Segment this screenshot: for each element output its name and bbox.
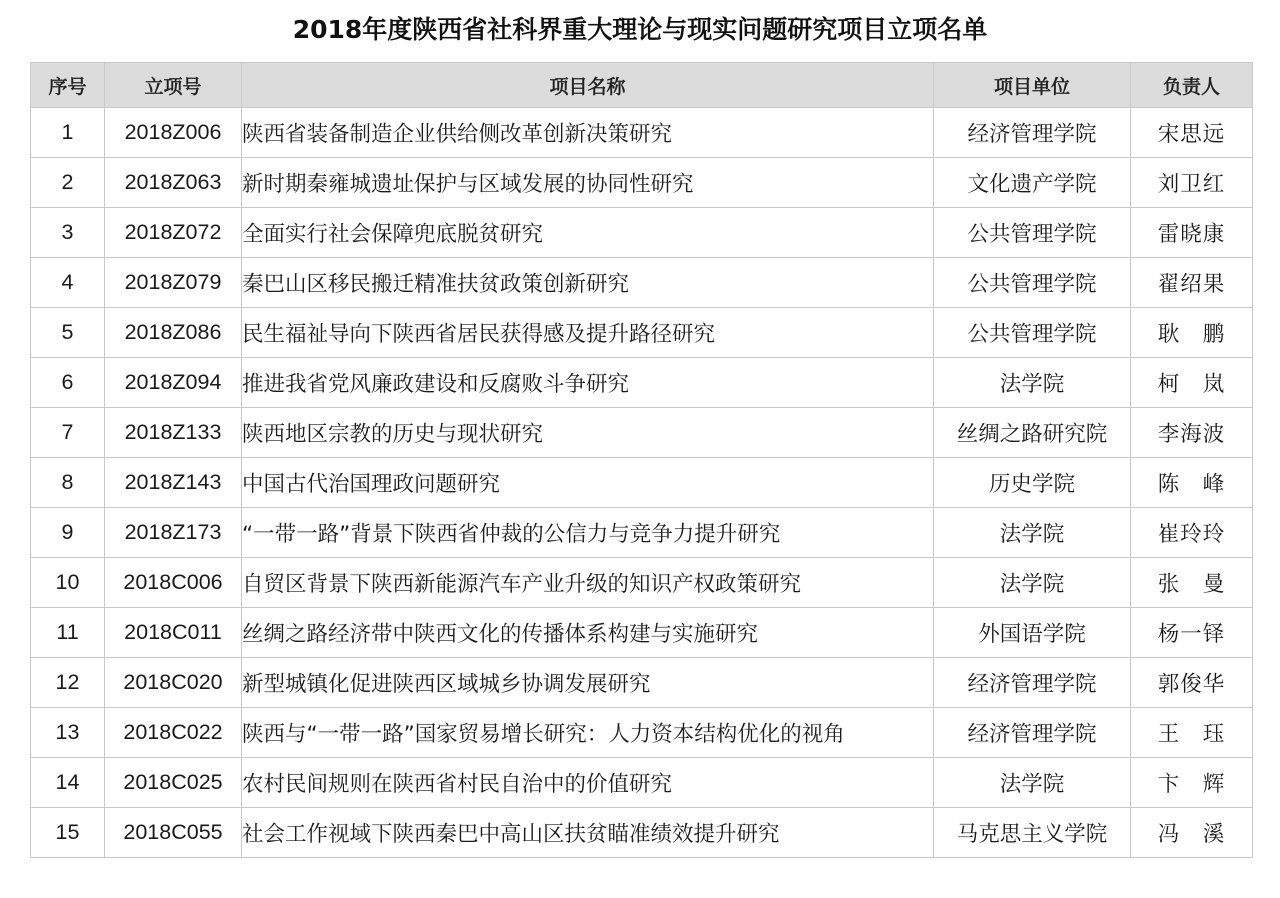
row-project-no: 2018Z143 bbox=[105, 458, 242, 508]
row-project-name: 秦巴山区移民搬迁精准扶贫政策创新研究 bbox=[242, 258, 934, 308]
header-unit: 项目单位 bbox=[934, 63, 1131, 108]
row-leader: 崔玲玲 bbox=[1131, 508, 1253, 558]
row-unit: 法学院 bbox=[934, 358, 1131, 408]
row-project-name: 民生福祉导向下陕西省居民获得感及提升路径研究 bbox=[242, 308, 934, 358]
row-leader: 冯 溪 bbox=[1131, 808, 1253, 858]
row-project-no: 2018C020 bbox=[105, 658, 242, 708]
row-index: 14 bbox=[31, 758, 105, 808]
row-project-name: 社会工作视域下陕西秦巴中高山区扶贫瞄准绩效提升研究 bbox=[242, 808, 934, 858]
row-index: 1 bbox=[31, 108, 105, 158]
row-leader: 宋思远 bbox=[1131, 108, 1253, 158]
header-leader: 负责人 bbox=[1131, 63, 1253, 108]
table-row bbox=[31, 308, 1253, 358]
row-leader: 雷晓康 bbox=[1131, 208, 1253, 258]
row-unit: 法学院 bbox=[934, 558, 1131, 608]
header-project-no: 立项号 bbox=[105, 63, 242, 108]
table-row bbox=[31, 658, 1253, 708]
table-row bbox=[31, 758, 1253, 808]
row-project-name: 陕西地区宗教的历史与现状研究 bbox=[242, 408, 934, 458]
row-leader: 卞 辉 bbox=[1131, 758, 1253, 808]
row-project-name: 陕西省装备制造企业供给侧改革创新决策研究 bbox=[242, 108, 934, 158]
row-index: 2 bbox=[31, 158, 105, 208]
row-index: 13 bbox=[31, 708, 105, 758]
table-row bbox=[31, 608, 1253, 658]
row-project-name: 新型城镇化促进陕西区域城乡协调发展研究 bbox=[242, 658, 934, 708]
row-unit: 丝绸之路研究院 bbox=[934, 408, 1131, 458]
row-leader: 张 曼 bbox=[1131, 558, 1253, 608]
row-index: 11 bbox=[31, 608, 105, 658]
row-project-no: 2018C006 bbox=[105, 558, 242, 608]
row-index: 5 bbox=[31, 308, 105, 358]
table-row bbox=[31, 408, 1253, 458]
row-project-no: 2018Z133 bbox=[105, 408, 242, 458]
row-unit: 经济管理学院 bbox=[934, 708, 1131, 758]
row-project-no: 2018Z094 bbox=[105, 358, 242, 408]
table-row bbox=[31, 108, 1253, 158]
row-index: 8 bbox=[31, 458, 105, 508]
table-row bbox=[31, 208, 1253, 258]
row-index: 6 bbox=[31, 358, 105, 408]
row-unit: 公共管理学院 bbox=[934, 208, 1131, 258]
row-index: 12 bbox=[31, 658, 105, 708]
table-row bbox=[31, 158, 1253, 208]
row-leader: 王 珏 bbox=[1131, 708, 1253, 758]
row-project-name: 自贸区背景下陕西新能源汽车产业升级的知识产权政策研究 bbox=[242, 558, 934, 608]
row-project-no: 2018C025 bbox=[105, 758, 242, 808]
table-row bbox=[31, 258, 1253, 308]
row-index: 9 bbox=[31, 508, 105, 558]
row-leader: 郭俊华 bbox=[1131, 658, 1253, 708]
row-leader: 翟绍果 bbox=[1131, 258, 1253, 308]
header-project-name: 项目名称 bbox=[242, 63, 934, 108]
row-leader: 柯 岚 bbox=[1131, 358, 1253, 408]
row-project-no: 2018Z079 bbox=[105, 258, 242, 308]
row-project-no: 2018Z063 bbox=[105, 158, 242, 208]
row-index: 15 bbox=[31, 808, 105, 858]
row-project-name: “一带一路”背景下陕西省仲裁的公信力与竞争力提升研究 bbox=[242, 508, 934, 558]
row-index: 3 bbox=[31, 208, 105, 258]
table-row bbox=[31, 708, 1253, 758]
row-project-name: 丝绸之路经济带中陕西文化的传播体系构建与实施研究 bbox=[242, 608, 934, 658]
row-leader: 杨一铎 bbox=[1131, 608, 1253, 658]
table-row bbox=[31, 358, 1253, 408]
row-project-name: 中国古代治国理政问题研究 bbox=[242, 458, 934, 508]
row-project-no: 2018Z173 bbox=[105, 508, 242, 558]
row-leader: 陈 峰 bbox=[1131, 458, 1253, 508]
row-index: 7 bbox=[31, 408, 105, 458]
row-unit: 经济管理学院 bbox=[934, 108, 1131, 158]
row-unit: 公共管理学院 bbox=[934, 308, 1131, 358]
table-row bbox=[31, 458, 1253, 508]
row-project-name: 新时期秦雍城遗址保护与区域发展的协同性研究 bbox=[242, 158, 934, 208]
project-list-table bbox=[30, 62, 1253, 858]
row-index: 10 bbox=[31, 558, 105, 608]
row-unit: 法学院 bbox=[934, 758, 1131, 808]
table-row bbox=[31, 508, 1253, 558]
row-project-no: 2018Z086 bbox=[105, 308, 242, 358]
row-leader: 刘卫红 bbox=[1131, 158, 1253, 208]
table-header-row bbox=[31, 63, 1253, 108]
row-project-name: 农村民间规则在陕西省村民自治中的价值研究 bbox=[242, 758, 934, 808]
row-project-no: 2018C055 bbox=[105, 808, 242, 858]
row-index: 4 bbox=[31, 258, 105, 308]
row-project-no: 2018C011 bbox=[105, 608, 242, 658]
row-leader: 李海波 bbox=[1131, 408, 1253, 458]
row-unit: 经济管理学院 bbox=[934, 658, 1131, 708]
row-project-no: 2018Z006 bbox=[105, 108, 242, 158]
row-unit: 公共管理学院 bbox=[934, 258, 1131, 308]
row-project-no: 2018Z072 bbox=[105, 208, 242, 258]
row-leader: 耿 鹏 bbox=[1131, 308, 1253, 358]
header-index: 序号 bbox=[31, 63, 105, 108]
table-row bbox=[31, 808, 1253, 858]
row-unit: 外国语学院 bbox=[934, 608, 1131, 658]
row-unit: 文化遗产学院 bbox=[934, 158, 1131, 208]
row-unit: 马克思主义学院 bbox=[934, 808, 1131, 858]
row-unit: 法学院 bbox=[934, 508, 1131, 558]
row-project-name: 全面实行社会保障兜底脱贫研究 bbox=[242, 208, 934, 258]
table-row bbox=[31, 558, 1253, 608]
document-title: 2018年度陕西省社科界重大理论与现实问题研究项目立项名单 bbox=[292, 15, 988, 44]
row-project-name: 陕西与“一带一路”国家贸易增长研究：人力资本结构优化的视角 bbox=[242, 708, 934, 758]
row-unit: 历史学院 bbox=[934, 458, 1131, 508]
row-project-no: 2018C022 bbox=[105, 708, 242, 758]
row-project-name: 推进我省党风廉政建设和反腐败斗争研究 bbox=[242, 358, 934, 408]
